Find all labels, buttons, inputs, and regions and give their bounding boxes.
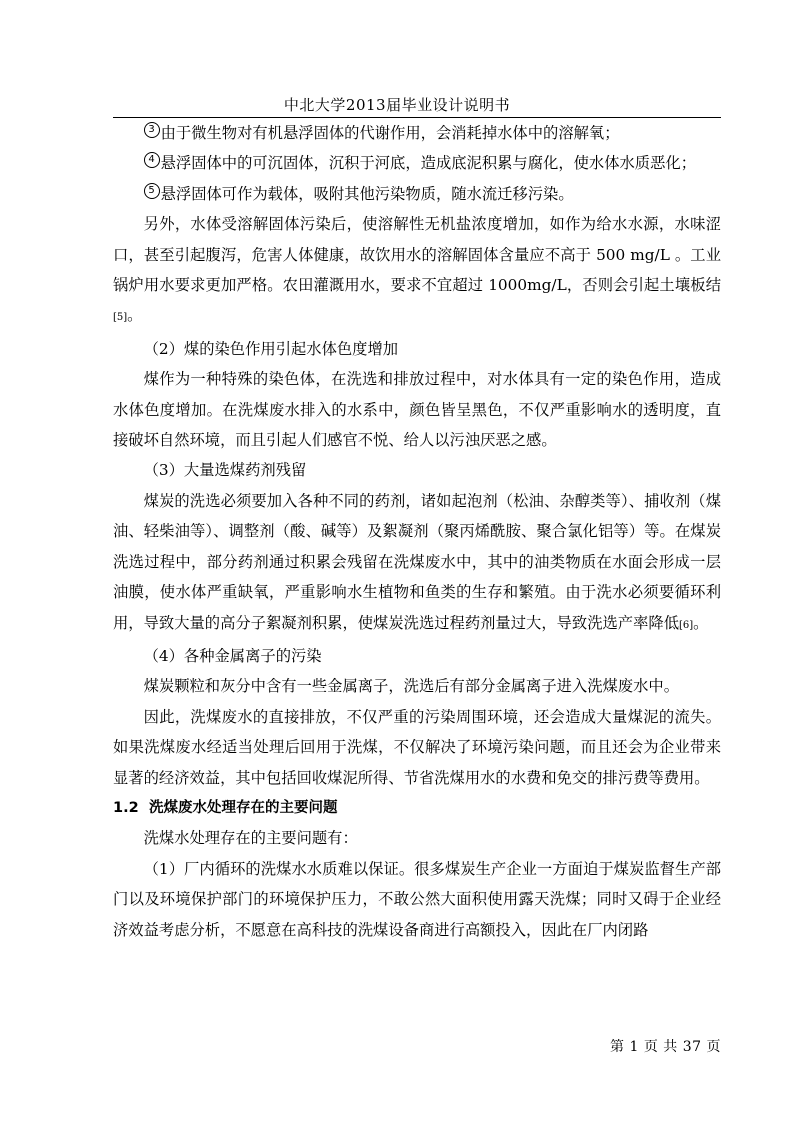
circled-number-4: 4 (144, 152, 160, 168)
paragraph-coal-dye: 煤作为一种特殊的染色体，在洗选和排放过程中，对水体具有一定的染色作用，造成水体色度增加。在洗煤废水排入的水系中，颜色皆呈黑色，不仅严重影响水的透明度，直接破坏自然环境，而且引起人们感官不悦、给人以污浊厌恶之感。 (113, 370, 721, 450)
citation-ref-5: [5] (113, 312, 128, 324)
paragraph-dissolved-solids (113, 209, 721, 334)
list-item-3-text: 由于微生物对有机悬浮固体的代谢作用，会消耗掉水体中的溶解氧； (160, 124, 620, 142)
subheading-3: （3）大量选煤药剂残留 (143, 461, 307, 480)
list-item-5-text: 悬浮固体可作为载体，吸附其他污染物质，随水流迁移污染。 (160, 184, 574, 203)
paragraph-reagents (113, 486, 721, 641)
paragraph-text: 另外，水体受溶解固体污染后，使溶解性无机盐浓度增加，如作为给水水源，水味涩口，甚至引起腹泻，危害人体健康，故饮用水的溶解固体含量应不高于 500 mg/L 。工业锅炉用水要求更加严格。农田灌溉用水，要求不宜超过 1000mg/L，否则会引起土壤板结 (113, 215, 721, 295)
subheading-4: （4）各种金属离子的污染 (143, 646, 322, 665)
paragraph-end: 。 (693, 613, 709, 632)
section-title: 洗煤废水处理存在的主要问题 (149, 799, 338, 816)
circled-number-3: 3 (144, 122, 160, 138)
document-body (113, 118, 721, 945)
list-item-5 (113, 179, 721, 209)
citation-ref-6: [6] (679, 619, 694, 631)
page-header-title: 中北大学2013届毕业设计说明书 (283, 96, 511, 114)
paragraph-problem-1: （1）厂内循环的洗煤水水质难以保证。很多煤炭生产企业一方面迫于煤炭监督生产部门以及环境保护部门的环境保护压力，不敢公然大面积使用露天洗煤；同时又碍于企业经济效益考虑分析，不愿意在高科技的洗煤设备商进行高额投入，因此在厂内闭路 (113, 859, 721, 939)
section-heading-1-2 (113, 793, 721, 823)
page-footer: 第 1 页 共 37 页 (610, 1039, 721, 1055)
list-item-4 (113, 148, 721, 178)
paragraph-problems-intro: 洗煤水处理存在的主要问题有： (143, 829, 358, 848)
paragraph-text: 煤炭的洗选必须要加入各种不同的药剂，诸如起泡剂（松油、杂醇类等）、捕收剂（煤油、轻柴油等）、调整剂（酸、碱等）及絮凝剂（聚丙烯酰胺、聚合氯化铝等）等。在煤炭洗选过程中，部分药剂通过积累会残留在洗煤废水中，其中的油类物质在水面会形成一层油膜，使水体严重缺氧，严重影响水生植物和鱼类的生存和繁殖。由于洗水必须要循环利用，导致大量的高分子絮凝剂积累，使煤炭洗选过程药剂量过大，导致洗选产率降低 (113, 491, 721, 632)
paragraph-conclusion: 因此，洗煤废水的直接排放，不仅严重的污染周围环境，还会造成大量煤泥的流失。如果洗煤废水经适当处理后回用于洗煤，不仅解决了环境污染问题，而且还会为企业带来显著的经济效益，其中包括回收煤泥所得、节省洗煤用水的水费和免交的排污费等费用。 (113, 707, 721, 787)
subheading-2: （2）煤的染色作用引起水体色度增加 (143, 339, 399, 358)
list-item-3 (113, 118, 721, 148)
circled-number-5: 5 (144, 183, 160, 199)
paragraph-end: 。 (127, 306, 143, 325)
paragraph-metal-ions: 煤炭颗粒和灰分中含有一些金属离子，洗选后有部分金属离子进入洗煤废水中。 (143, 677, 679, 696)
list-item-4-text: 悬浮固体中的可沉固体，沉积于河底，造成底泥积累与腐化，使水体水质恶化； (160, 154, 696, 173)
section-number: 1.2 (113, 799, 139, 816)
